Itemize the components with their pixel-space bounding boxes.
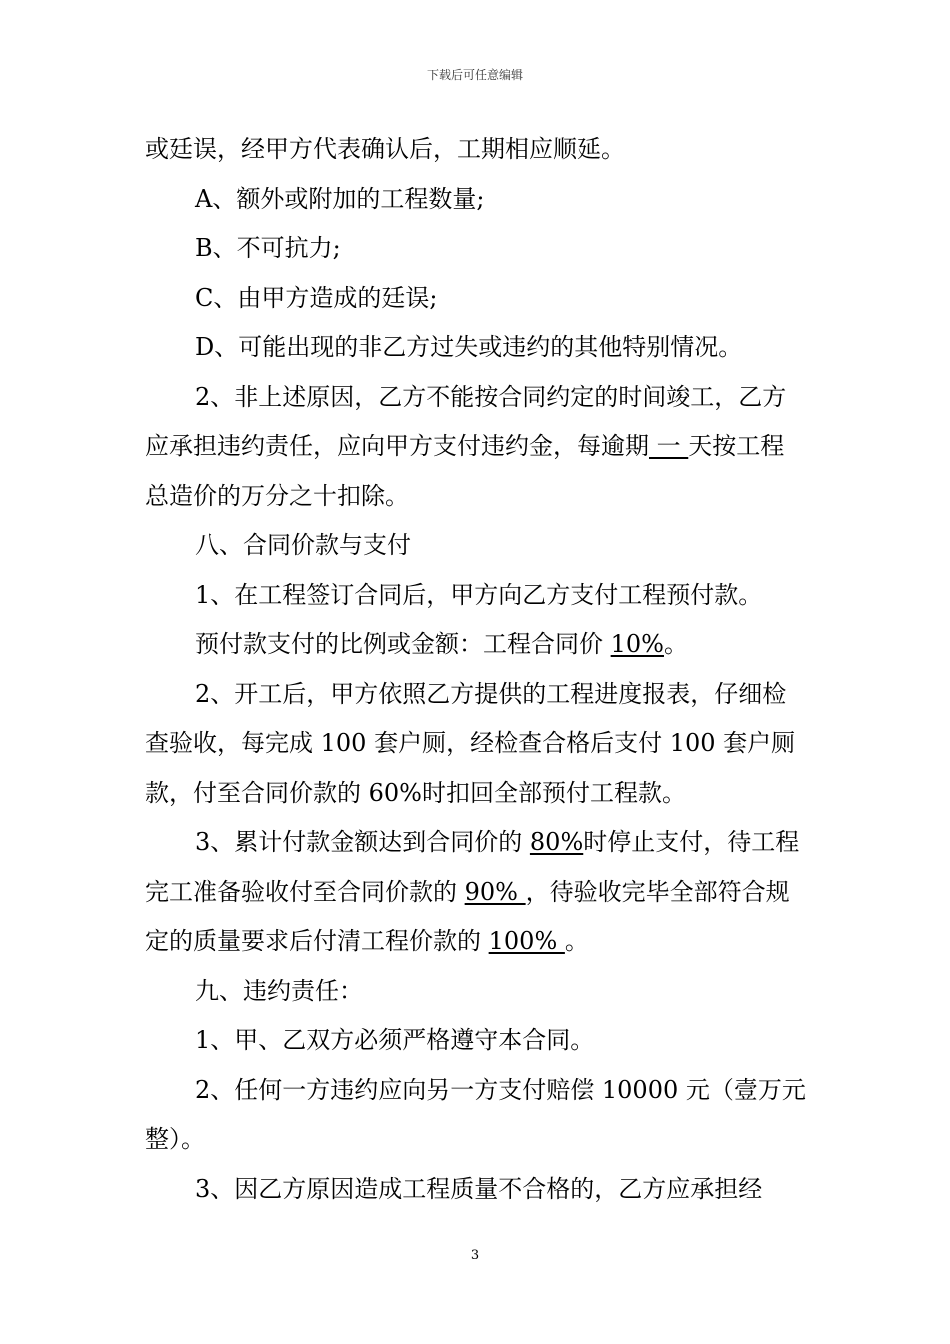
paragraph: 或廷误，经甲方代表确认后，工期相应顺延。: [145, 135, 625, 163]
text-run: 。: [564, 927, 589, 955]
list-item-c: C、由甲方造成的廷误;: [195, 283, 438, 312]
paragraph-payment-terms: [145, 818, 807, 967]
underlined-value: 90%: [464, 877, 526, 906]
paragraph-prepayment-ratio: [145, 620, 807, 670]
text-run: 。: [663, 630, 688, 658]
underlined-value: 一: [649, 432, 689, 460]
text-run: 预付款支付的比例或金额：工程合同价: [195, 630, 611, 658]
list-item-d: D、可能出现的非乙方过失或违约的其他特别情况。: [195, 333, 743, 361]
text-run: 2、非上述原因，乙方不能按合同约定的时间竣工，乙方应承担违约责任，应向甲方支付违约金，每逾期: [145, 382, 787, 460]
paragraph: 2、开工后，甲方依照乙方提供的工程进度报表，仔细检查验收，每完成 100 套户厕，经检查合格后支付 100 套户厕款，付至合同价款的 60%时扣回全部预付工程款。: [145, 679, 796, 807]
page-number: 3: [470, 1248, 480, 1263]
paragraph-delay-penalty: [145, 373, 807, 522]
list-item-a: A、额外或附加的工程数量;: [195, 184, 485, 213]
text-run: 时停止支付，待工程完工准备验收付至合同价款的: [145, 828, 800, 906]
underlined-value: 100%: [488, 927, 565, 955]
paragraph: 1、甲、乙双方必须严格遵守本合同。: [195, 1026, 595, 1054]
paragraph: 1、在工程签订合同后，甲方向乙方支付工程预付款。: [195, 580, 763, 609]
underlined-value: 80%: [529, 828, 584, 856]
section-heading-9: 九、违约责任：: [195, 976, 363, 1005]
page-header: 下载后可任意编辑: [426, 68, 523, 82]
list-item-b: B、不可抗力;: [195, 234, 341, 262]
text-run: 天按工程总造价的万分之十扣除。: [145, 432, 785, 510]
underlined-value: 10%: [610, 630, 664, 658]
document-body: [145, 125, 807, 1214]
paragraph: 3、因乙方原因造成工程质量不合格的，乙方应承担经: [195, 1174, 763, 1203]
section-heading-8: 八、合同价款与支付: [195, 531, 411, 559]
text-run: 3、累计付款金额达到合同价的: [195, 828, 530, 856]
text-run: ，待验收完毕全部符合规定的质量要求后付清工程价款的: [145, 877, 790, 955]
paragraph: 2、任何一方违约应向另一方支付赔偿 10000 元（壹万元整）。: [145, 1075, 806, 1153]
